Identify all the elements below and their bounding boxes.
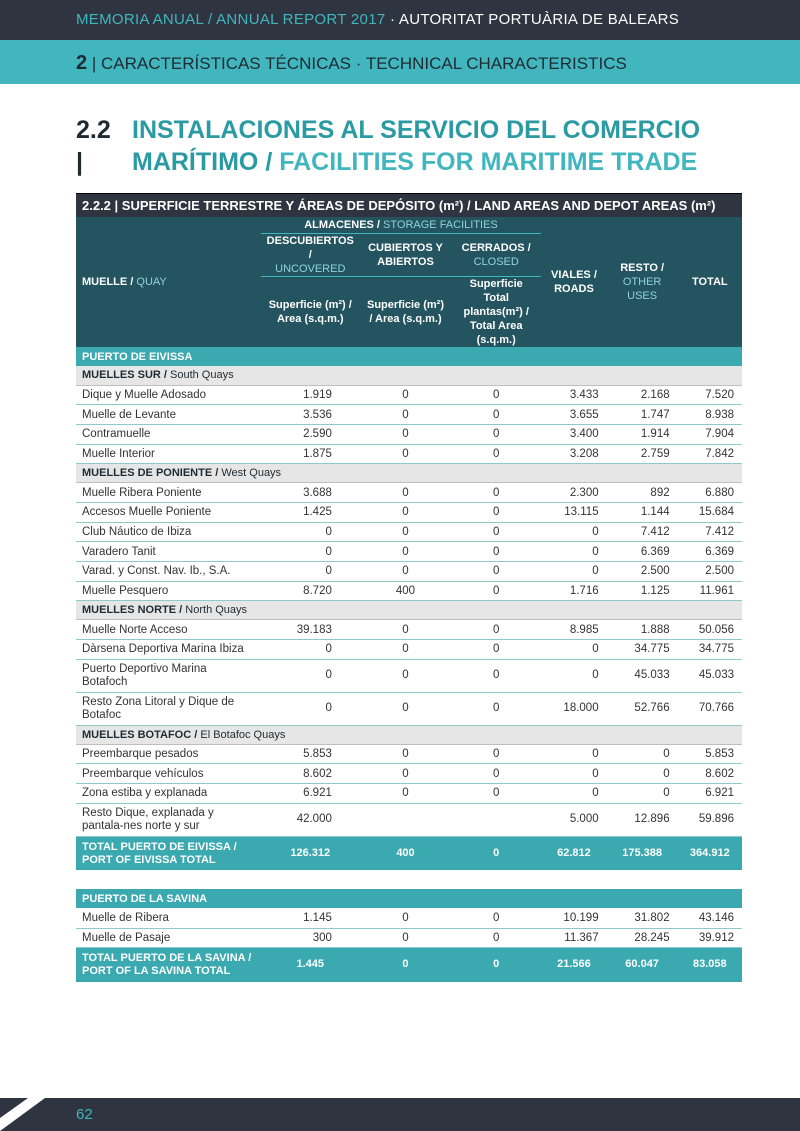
section-separator: | [91, 54, 97, 73]
value-cell: 1.145 [261, 908, 360, 928]
value-cell: 13.115 [541, 502, 606, 522]
table-row [76, 784, 742, 804]
value-cell: 1.888 [607, 620, 678, 640]
value-cell: 0 [360, 764, 451, 784]
quay-cell: Varad. y Const. Nav. Ib., S.A. [76, 562, 261, 582]
quay-cell: Muelle Interior [76, 444, 261, 464]
quay-cell: Accesos Muelle Poniente [76, 502, 261, 522]
table-row [76, 744, 742, 764]
quay-cell: Muelle Norte Acceso [76, 620, 261, 640]
value-cell: 8.720 [261, 581, 360, 601]
total-row [76, 948, 742, 982]
value-cell: 0 [607, 744, 678, 764]
authority-label: · AUTORITAT PORTUÀRIA DE BALEARS [389, 11, 680, 28]
port-row [76, 347, 742, 366]
value-cell: 5.853 [261, 744, 360, 764]
value-cell: 5.853 [678, 744, 742, 764]
value-cell: 2.168 [607, 385, 678, 405]
value-cell: 0 [360, 424, 451, 444]
group-name-en: South Quays [166, 369, 234, 382]
value-cell: 1.125 [607, 581, 678, 601]
covered-header: CUBIERTOS Y ABIERTOS [360, 234, 451, 277]
group-row [76, 601, 742, 620]
group-name [76, 464, 742, 483]
total-value: 83.058 [678, 948, 742, 982]
value-cell: 0 [451, 581, 541, 601]
value-cell: 0 [360, 444, 451, 464]
quay-cell: Resto Dique, explanada y pantala-nes norte y sur [76, 803, 261, 836]
table-row [76, 385, 742, 405]
value-cell: 0 [261, 562, 360, 582]
value-cell: 3.400 [541, 424, 606, 444]
table-row [76, 692, 742, 725]
value-cell: 70.766 [678, 692, 742, 725]
land-areas-table [76, 193, 742, 982]
value-cell: 0 [451, 542, 541, 562]
total-value: 0 [360, 948, 451, 982]
table-title: 2.2.2 | SUPERFICIE TERRESTRE Y ÁREAS DE DEPÓSITO (m²) / LAND AREAS AND DEPOT AREAS (m²) [76, 194, 742, 217]
table-row [76, 620, 742, 640]
spacer-cell [76, 870, 742, 889]
table-row [76, 444, 742, 464]
total-value: 21.566 [541, 948, 606, 982]
table-row [76, 483, 742, 503]
value-cell [451, 803, 541, 836]
value-cell: 3.536 [261, 405, 360, 425]
group-name [76, 601, 742, 620]
value-cell: 0 [541, 784, 606, 804]
value-cell: 11.961 [678, 581, 742, 601]
value-cell: 892 [607, 483, 678, 503]
value-cell: 0 [451, 764, 541, 784]
quay-cell: Muelle de Levante [76, 405, 261, 425]
table-row [76, 803, 742, 836]
table-row [76, 542, 742, 562]
value-cell: 0 [451, 385, 541, 405]
value-cell: 34.775 [678, 640, 742, 660]
value-cell: 0 [451, 483, 541, 503]
total-row [76, 836, 742, 870]
quay-cell: Varadero Tanit [76, 542, 261, 562]
value-cell: 2.500 [607, 562, 678, 582]
value-cell: 6.369 [607, 542, 678, 562]
table-row [76, 522, 742, 542]
group-name-es: MUELLES SUR / [82, 369, 167, 382]
value-cell: 0 [360, 542, 451, 562]
total-label: TOTAL PUERTO DE LA SAVINA / PORT OF LA SAVINA TOTAL [76, 948, 261, 982]
value-cell: 2.500 [678, 562, 742, 582]
value-cell [360, 803, 451, 836]
value-cell: 0 [360, 620, 451, 640]
value-cell: 0 [261, 659, 360, 692]
table-row [76, 640, 742, 660]
value-cell: 0 [360, 562, 451, 582]
table-row [76, 581, 742, 601]
table-row [76, 908, 742, 928]
value-cell: 0 [451, 928, 541, 948]
quay-cell: Dique y Muelle Adosado [76, 385, 261, 405]
table-row [76, 562, 742, 582]
section-bar [0, 40, 800, 84]
value-cell: 50.056 [678, 620, 742, 640]
total-value: 400 [360, 836, 451, 870]
value-cell: 0 [451, 659, 541, 692]
quay-cell: Muelle Pesquero [76, 581, 261, 601]
other-uses-header: RESTO / OTHER USES [607, 217, 678, 348]
value-cell: 3.208 [541, 444, 606, 464]
value-cell: 0 [261, 522, 360, 542]
value-cell: 0 [360, 385, 451, 405]
value-cell: 8.985 [541, 620, 606, 640]
heading-line2-es: MARÍTIMO / [132, 148, 273, 176]
port-name: PUERTO DE LA SAVINA [76, 889, 742, 908]
value-cell: 3.688 [261, 483, 360, 503]
value-cell: 45.033 [607, 659, 678, 692]
value-cell: 0 [541, 640, 606, 660]
section-number: 2 [76, 52, 88, 74]
value-cell: 0 [261, 640, 360, 660]
heading-number: 2.2 | [76, 116, 111, 176]
value-cell: 0 [451, 640, 541, 660]
value-cell: 2.300 [541, 483, 606, 503]
value-cell: 1.747 [607, 405, 678, 425]
total-value: 1.445 [261, 948, 360, 982]
closed-header: CERRADOS / CLOSED [451, 234, 541, 277]
total-value: 126.312 [261, 836, 360, 870]
group-row [76, 725, 742, 744]
top-bar [0, 0, 800, 40]
value-cell: 0 [451, 562, 541, 582]
value-cell: 2.759 [607, 444, 678, 464]
value-cell: 1.919 [261, 385, 360, 405]
value-cell: 0 [451, 908, 541, 928]
value-cell: 0 [360, 692, 451, 725]
value-cell: 1.914 [607, 424, 678, 444]
value-cell: 1.716 [541, 581, 606, 601]
value-cell: 0 [607, 764, 678, 784]
total-value: 0 [451, 948, 541, 982]
value-cell: 5.000 [541, 803, 606, 836]
value-cell: 0 [451, 444, 541, 464]
value-cell: 8.602 [261, 764, 360, 784]
group-name [76, 725, 742, 744]
quay-cell: Muelle de Pasaje [76, 928, 261, 948]
group-name-es: MUELLES DE PONIENTE / [82, 467, 219, 480]
value-cell: 0 [451, 502, 541, 522]
storage-header: ALMACENES / STORAGE FACILITIES [261, 217, 542, 234]
value-cell: 0 [541, 542, 606, 562]
total-value: 364.912 [678, 836, 742, 870]
value-cell: 45.033 [678, 659, 742, 692]
heading-line2 [132, 146, 697, 178]
value-cell: 0 [360, 502, 451, 522]
port-name: PUERTO DE EIVISSA [76, 347, 742, 366]
value-cell: 1.425 [261, 502, 360, 522]
total-value: 62.812 [541, 836, 606, 870]
total-label: TOTAL PUERTO DE EIVISSA / PORT OF EIVISSA TOTAL [76, 836, 261, 870]
quay-cell: Resto Zona Litoral y Dique de Botafoc [76, 692, 261, 725]
value-cell: 0 [541, 522, 606, 542]
group-name-en: West Quays [218, 467, 282, 480]
value-cell: 0 [360, 928, 451, 948]
value-cell: 39.912 [678, 928, 742, 948]
value-cell: 0 [451, 424, 541, 444]
value-cell: 52.766 [607, 692, 678, 725]
value-cell: 1.144 [607, 502, 678, 522]
value-cell: 0 [360, 908, 451, 928]
value-cell: 31.802 [607, 908, 678, 928]
value-cell: 0 [360, 522, 451, 542]
quay-cell: Puerto Deportivo Marina Botafoch [76, 659, 261, 692]
value-cell: 18.000 [541, 692, 606, 725]
value-cell: 400 [360, 581, 451, 601]
value-cell: 6.369 [678, 542, 742, 562]
group-name-en: North Quays [182, 604, 248, 617]
footer-corner-stripe [0, 1098, 60, 1131]
table-row [76, 928, 742, 948]
value-cell: 12.896 [607, 803, 678, 836]
value-cell: 15.684 [678, 502, 742, 522]
value-cell: 0 [541, 764, 606, 784]
page-number: 62 [76, 1106, 93, 1123]
page-footer [0, 1098, 800, 1131]
group-name-en: El Botafoc Quays [197, 728, 286, 741]
quay-cell: Preembarque vehículos [76, 764, 261, 784]
quay-cell: Dàrsena Deportiva Marina Ibiza [76, 640, 261, 660]
memoria-label: MEMORIA ANUAL / [76, 11, 213, 28]
value-cell: 0 [451, 405, 541, 425]
heading-line1: INSTALACIONES AL SERVICIO DEL COMERCIO [132, 116, 701, 144]
table-spacer-row [76, 870, 742, 889]
value-cell: 300 [261, 928, 360, 948]
uncovered-header: DESCUBIERTOS / UNCOVERED [261, 234, 360, 277]
group-row [76, 464, 742, 483]
total-value: 60.047 [607, 948, 678, 982]
covered-area-header: Superficie (m²) / Area (s.q.m.) [360, 277, 451, 348]
quay-cell: Preembarque pesados [76, 744, 261, 764]
value-cell: 10.199 [541, 908, 606, 928]
group-name-es: MUELLES NORTE / [82, 604, 183, 617]
value-cell: 6.880 [678, 483, 742, 503]
value-cell: 0 [451, 522, 541, 542]
value-cell: 0 [360, 784, 451, 804]
value-cell: 0 [541, 659, 606, 692]
quay-cell: Contramuelle [76, 424, 261, 444]
value-cell: 0 [607, 784, 678, 804]
value-cell: 3.655 [541, 405, 606, 425]
value-cell: 0 [451, 692, 541, 725]
port-row [76, 889, 742, 908]
value-cell: 0 [261, 542, 360, 562]
value-cell: 34.775 [607, 640, 678, 660]
total-value: 175.388 [607, 836, 678, 870]
quay-cell: Club Náutico de Ibiza [76, 522, 261, 542]
value-cell: 0 [451, 620, 541, 640]
group-name-es: MUELLES BOTAFOC / [82, 728, 198, 741]
value-cell: 0 [360, 483, 451, 503]
report-header [76, 11, 679, 28]
quay-cell: Zona estiba y explanada [76, 784, 261, 804]
section-title [76, 52, 627, 75]
table-row [76, 502, 742, 522]
quay-cell: Muelle Ribera Poniente [76, 483, 261, 503]
value-cell: 6.921 [261, 784, 360, 804]
annual-label: ANNUAL REPORT 2017 [216, 11, 386, 28]
value-cell: 8.938 [678, 405, 742, 425]
value-cell: 3.433 [541, 385, 606, 405]
value-cell: 11.367 [541, 928, 606, 948]
group-row [76, 366, 742, 385]
value-cell: 39.183 [261, 620, 360, 640]
value-cell: 43.146 [678, 908, 742, 928]
value-cell: 0 [451, 744, 541, 764]
value-cell: 0 [360, 640, 451, 660]
value-cell: 0 [261, 692, 360, 725]
closed-area-header: Superficie Total plantas(m²) / Total Area (s.q.m.) [451, 277, 541, 348]
value-cell: 42.000 [261, 803, 360, 836]
table-row [76, 764, 742, 784]
value-cell: 28.245 [607, 928, 678, 948]
table-row [76, 405, 742, 425]
value-cell: 0 [541, 744, 606, 764]
value-cell: 7.412 [607, 522, 678, 542]
value-cell: 0 [451, 784, 541, 804]
value-cell: 0 [360, 744, 451, 764]
value-cell: 6.921 [678, 784, 742, 804]
table-row [76, 424, 742, 444]
total-header: TOTAL [678, 217, 742, 348]
value-cell: 0 [360, 405, 451, 425]
roads-header: VIALES / ROADS [541, 217, 606, 348]
group-name [76, 366, 742, 385]
value-cell: 7.412 [678, 522, 742, 542]
value-cell: 7.520 [678, 385, 742, 405]
quay-header: MUELLE / QUAY [76, 217, 261, 348]
value-cell: 0 [360, 659, 451, 692]
value-cell: 1.875 [261, 444, 360, 464]
uncovered-area-header: Superficie (m²) / Area (s.q.m.) [261, 277, 360, 348]
heading-line2-en: FACILITIES FOR MARITIME TRADE [279, 148, 698, 176]
value-cell: 2.590 [261, 424, 360, 444]
quay-cell: Muelle de Ribera [76, 908, 261, 928]
table-row [76, 659, 742, 692]
total-value: 0 [451, 836, 541, 870]
value-cell: 8.602 [678, 764, 742, 784]
value-cell: 0 [541, 562, 606, 582]
section-label: CARACTERÍSTICAS TÉCNICAS · TECHNICAL CHARACTERISTICS [101, 54, 627, 73]
value-cell: 59.896 [678, 803, 742, 836]
value-cell: 7.842 [678, 444, 742, 464]
value-cell: 7.904 [678, 424, 742, 444]
